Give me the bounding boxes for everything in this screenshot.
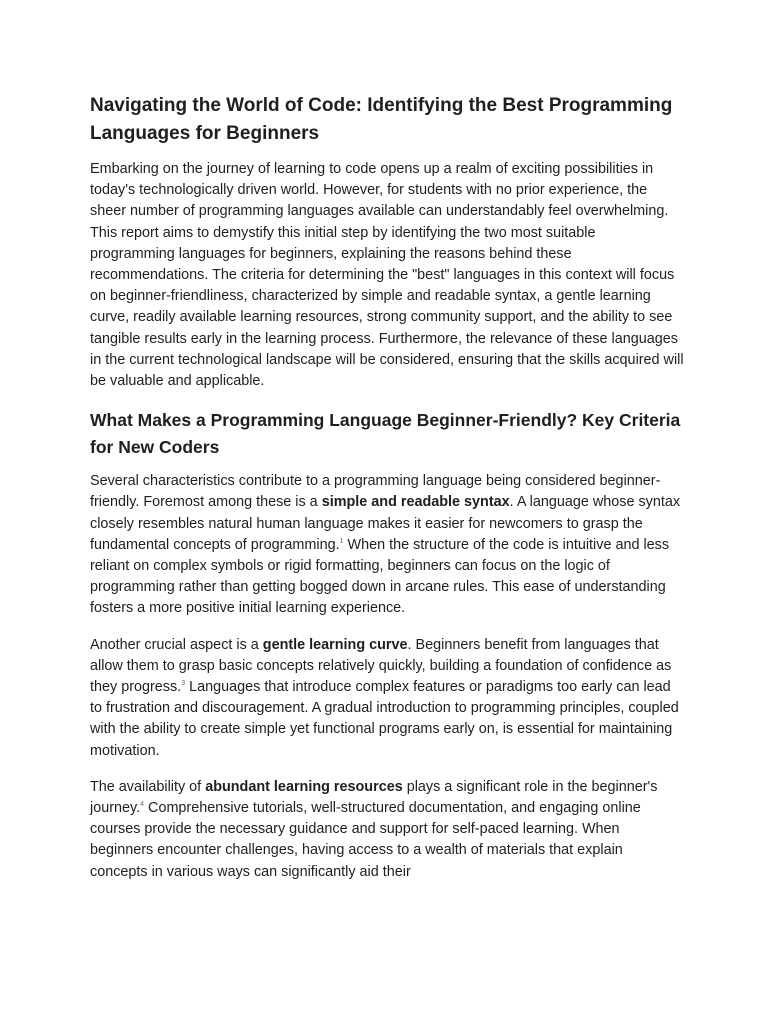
- paragraph-text: . Beginners benefit from languages that allow them to grasp basic concepts relatively quickly, building a foundation of confidence as they progress.: [90, 636, 672, 696]
- footnote-ref[interactable]: 3: [181, 680, 186, 688]
- footnote-ref[interactable]: 1: [339, 537, 344, 545]
- section-heading: What Makes a Programming Language Beginner-Friendly? Key Criteria for New Coders: [90, 410, 681, 458]
- bold-term: abundant learning resources: [205, 778, 403, 795]
- bold-term: simple and readable syntax: [321, 494, 510, 511]
- document-page: [90, 92, 684, 898]
- paragraph-text: Comprehensive tutorials, well-structured documentation, and engaging online courses provide the necessary guidance and support for self-paced learning. When beginners encounter challenges, having access to a wealth of materials that explain concepts in various ways can significantly aid their: [90, 800, 641, 880]
- paragraph-resources: [90, 777, 684, 883]
- bold-term: gentle learning curve: [262, 636, 408, 653]
- paragraph-text: . A language whose syntax closely resembles natural human language makes it easier for newcomers to grasp the fundamental concepts of programming.: [90, 494, 681, 553]
- paragraph-text: When the structure of the code is intuitive and less reliant on complex symbols or rigid formatting, beginners can focus on the logic of programming rather than getting bogged down in arcane rules. This ease of understanding fosters a more positive initial learning experience.: [90, 536, 670, 617]
- paragraph-text: The availability of: [90, 778, 206, 795]
- footnote-ref[interactable]: 4: [140, 801, 145, 809]
- paragraph-text: Several characteristics contribute to a programming language being considered beginner-friendly. Foremost among these is a: [90, 473, 661, 511]
- paragraph-text: Languages that introduce complex features or paradigms too early can lead to frustration and discouragement. A gradual introduction to programming principles, coupled with the ability to create simple yet functional programs early on, is essential for maintaining motivation.: [90, 679, 679, 759]
- paragraph-learning-curve: [90, 635, 684, 762]
- intro-paragraph: Embarking on the journey of learning to code opens up a realm of exciting possibilities in today's technologically driven world. However, for students with no prior experience, the sheer number of programming languages available can understandably feel overwhelming. This report aims to demystify this initial step by identifying the two most suitable programming languages for beginners, explaining the reasons behind these recommendations. The criteria for determining the "best" languages in this context will focus on beginner-friendliness, characterized by simple and readable syntax, a gentle learning curve, readily available learning resources, strong community support, and the ability to see tangible results early in the learning process. Furthermore, the relevance of these languages in the current technological landscape will be considered, ensuring that the skills acquired will be valuable and applicable.: [90, 161, 684, 390]
- paragraph-text: plays a significant role in the beginner's journey.: [90, 778, 658, 817]
- paragraph-text: Another crucial aspect is a: [90, 636, 263, 653]
- document-title: Navigating the World of Code: Identifying the Best Programming Languages for Beginners: [90, 95, 673, 144]
- paragraph-syntax: [90, 471, 684, 619]
